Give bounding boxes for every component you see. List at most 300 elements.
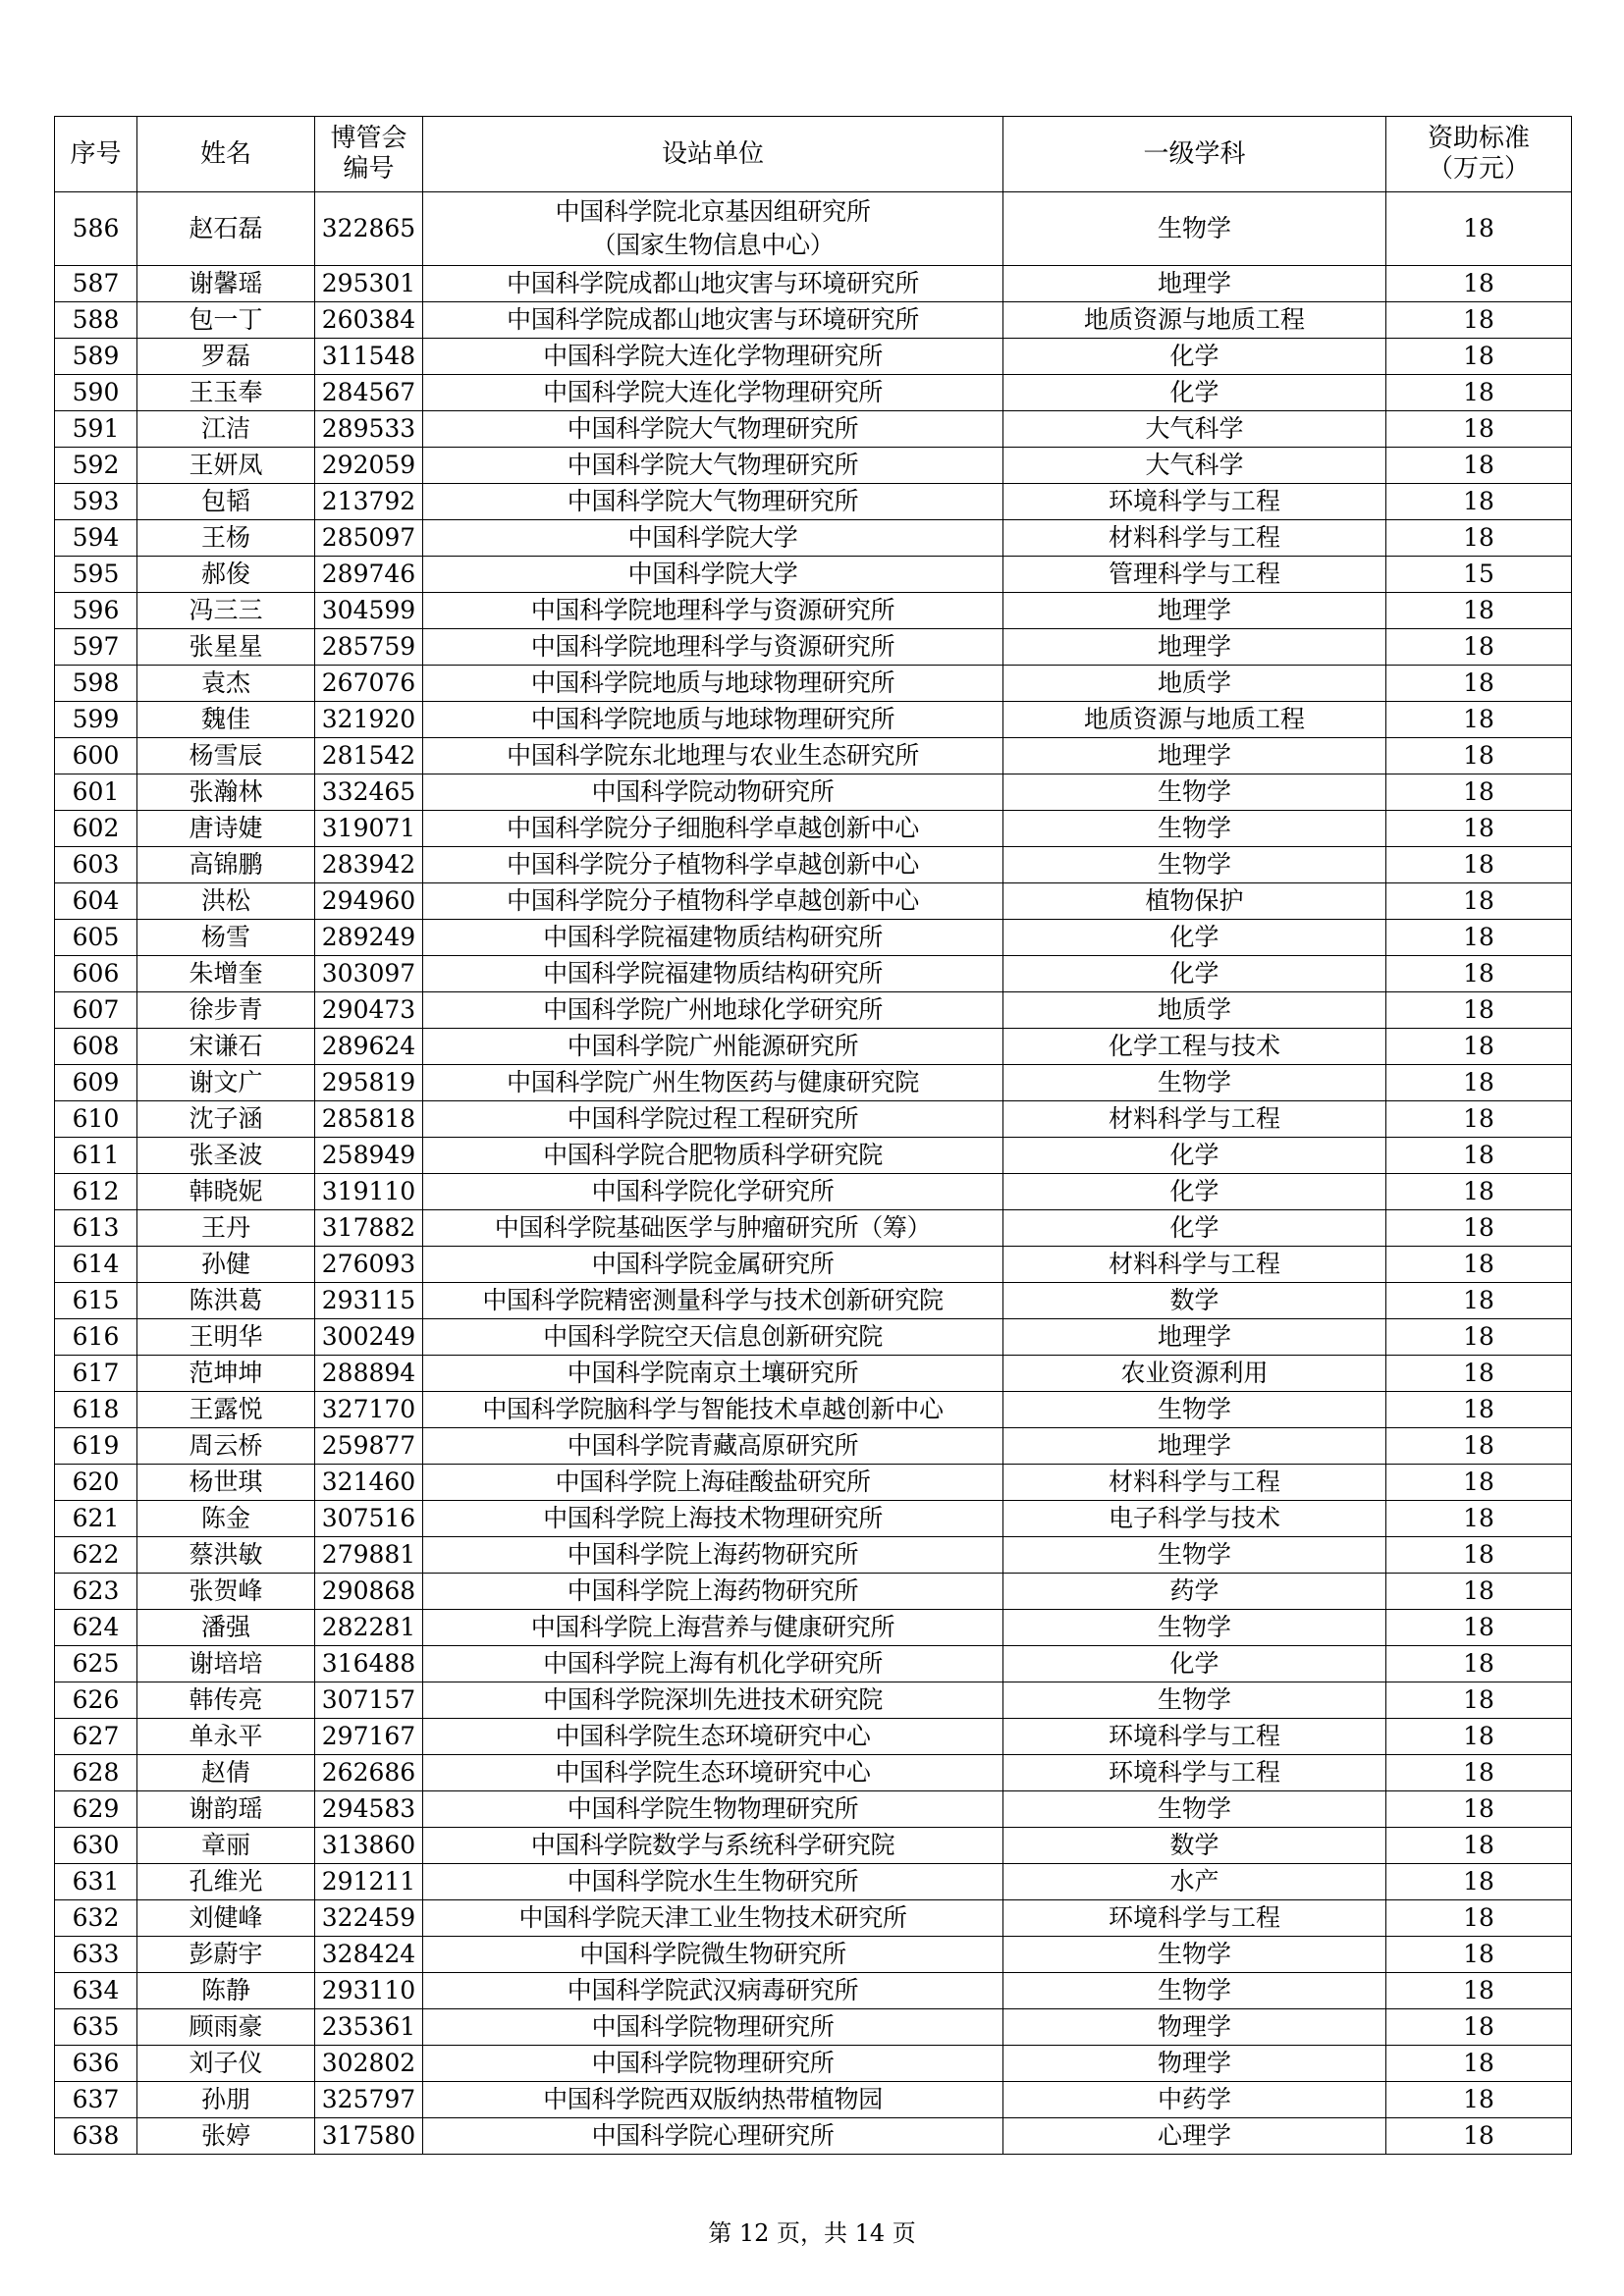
- header-name: [137, 117, 315, 192]
- cell-name: 洪松: [137, 883, 315, 920]
- cell-unit: [423, 375, 1003, 411]
- cell-unit: [423, 1682, 1003, 1719]
- cell-amount: 18: [1386, 1138, 1572, 1174]
- cell-id: 285818: [315, 1101, 423, 1138]
- unit-line: 中国科学院金属研究所: [591, 1250, 835, 1278]
- cell-name: 刘健峰: [137, 1900, 315, 1937]
- cell-amount: 18: [1386, 520, 1572, 557]
- cell-subject: 物理学: [1003, 2046, 1386, 2082]
- cell-amount: 18: [1386, 484, 1572, 520]
- cell-unit: [423, 1065, 1003, 1101]
- header-label: 博管会: [330, 124, 407, 153]
- cell-subject: 地理学: [1003, 629, 1386, 666]
- table-row: [55, 1719, 1572, 1755]
- cell-amount: 18: [1386, 448, 1572, 484]
- cell-id: 291211: [315, 1864, 423, 1900]
- cell-unit: [423, 192, 1003, 266]
- cell-id: 322865: [315, 192, 423, 266]
- table-row: [55, 1101, 1572, 1138]
- table-row: [55, 1174, 1572, 1210]
- cell-amount: 18: [1386, 1610, 1572, 1646]
- cell-id: 294583: [315, 1791, 423, 1828]
- cell-no: 628: [55, 1755, 137, 1791]
- table-row: [55, 1501, 1572, 1537]
- cell-name: 罗磊: [137, 339, 315, 375]
- cell-unit: [423, 302, 1003, 339]
- cell-unit: [423, 883, 1003, 920]
- unit-line: 中国科学院地理科学与资源研究所: [530, 596, 895, 624]
- cell-no: 635: [55, 2009, 137, 2046]
- cell-unit: [423, 411, 1003, 448]
- cell-name: 周云桥: [137, 1428, 315, 1465]
- header-label: （万元）: [1427, 154, 1530, 184]
- cell-unit: [423, 2009, 1003, 2046]
- cell-no: 591: [55, 411, 137, 448]
- cell-id: 302802: [315, 2046, 423, 2082]
- cell-amount: 18: [1386, 2046, 1572, 2082]
- cell-no: 632: [55, 1900, 137, 1937]
- cell-no: 589: [55, 339, 137, 375]
- cell-id: 295301: [315, 266, 423, 302]
- table-row: [55, 339, 1572, 375]
- cell-unit: [423, 1210, 1003, 1247]
- header-label: 编号: [343, 154, 395, 184]
- cell-name: 张星星: [137, 629, 315, 666]
- cell-amount: 18: [1386, 1937, 1572, 1973]
- cell-no: 630: [55, 1828, 137, 1864]
- cell-no: 612: [55, 1174, 137, 1210]
- cell-id: 260384: [315, 302, 423, 339]
- cell-name: 孙健: [137, 1247, 315, 1283]
- cell-id: 293110: [315, 1973, 423, 2009]
- header-amount: [1386, 117, 1572, 192]
- cell-amount: 18: [1386, 883, 1572, 920]
- cell-unit: [423, 339, 1003, 375]
- cell-no: 599: [55, 702, 137, 738]
- cell-unit: [423, 2118, 1003, 2155]
- cell-no: 597: [55, 629, 137, 666]
- table-row: [55, 266, 1572, 302]
- cell-no: 601: [55, 774, 137, 811]
- cell-id: 321920: [315, 702, 423, 738]
- cell-subject: 生物学: [1003, 1682, 1386, 1719]
- cell-unit: [423, 1900, 1003, 1937]
- cell-id: 321460: [315, 1465, 423, 1501]
- cell-subject: 化学: [1003, 1174, 1386, 1210]
- cell-unit: [423, 593, 1003, 629]
- cell-name: 郝俊: [137, 557, 315, 593]
- unit-line: 中国科学院成都山地灾害与环境研究所: [507, 305, 919, 334]
- header-subject: [1003, 117, 1386, 192]
- cell-unit: [423, 1501, 1003, 1537]
- cell-name: 赵倩: [137, 1755, 315, 1791]
- cell-unit: [423, 811, 1003, 847]
- cell-no: 626: [55, 1682, 137, 1719]
- table-row: [55, 1319, 1572, 1356]
- cell-id: 319071: [315, 811, 423, 847]
- cell-name: 韩传亮: [137, 1682, 315, 1719]
- cell-unit: [423, 1319, 1003, 1356]
- cell-amount: 18: [1386, 1973, 1572, 2009]
- unit-line: 中国科学院脑科学与智能技术卓越创新中心: [482, 1395, 944, 1423]
- cell-amount: 18: [1386, 1574, 1572, 1610]
- unit-line: 中国科学院天津工业生物技术研究所: [518, 1903, 907, 1932]
- unit-line: 中国科学院微生物研究所: [579, 1940, 846, 1968]
- cell-unit: [423, 1101, 1003, 1138]
- header-label: 姓名: [199, 138, 251, 169]
- cell-amount: 18: [1386, 1247, 1572, 1283]
- unit-line: 中国科学院地质与地球物理研究所: [530, 668, 895, 697]
- cell-unit: [423, 666, 1003, 702]
- cell-name: 张婷: [137, 2118, 315, 2155]
- cell-amount: 18: [1386, 1465, 1572, 1501]
- cell-unit: [423, 702, 1003, 738]
- cell-unit: [423, 992, 1003, 1029]
- cell-subject: 水产: [1003, 1864, 1386, 1900]
- cell-unit: [423, 1465, 1003, 1501]
- cell-id: 311548: [315, 339, 423, 375]
- cell-subject: 环境科学与工程: [1003, 484, 1386, 520]
- cell-subject: 物理学: [1003, 2009, 1386, 2046]
- cell-unit: [423, 1138, 1003, 1174]
- cell-name: 赵石磊: [137, 192, 315, 266]
- unit-line: 中国科学院分子细胞科学卓越创新中心: [507, 814, 919, 842]
- cell-amount: 18: [1386, 2009, 1572, 2046]
- cell-subject: 环境科学与工程: [1003, 1755, 1386, 1791]
- unit-line: 中国科学院北京基因组研究所: [555, 197, 871, 226]
- cell-name: 章丽: [137, 1828, 315, 1864]
- cell-id: 328424: [315, 1937, 423, 1973]
- unit-line: 中国科学院空天信息创新研究院: [543, 1322, 883, 1351]
- unit-line: 中国科学院水生生物研究所: [567, 1867, 859, 1896]
- cell-name: 谢韵瑶: [137, 1791, 315, 1828]
- cell-subject: 生物学: [1003, 774, 1386, 811]
- cell-amount: 18: [1386, 2118, 1572, 2155]
- cell-amount: 18: [1386, 2082, 1572, 2118]
- cell-subject: 心理学: [1003, 2118, 1386, 2155]
- header-label: 序号: [70, 138, 122, 169]
- cell-amount: 18: [1386, 339, 1572, 375]
- cell-id: 319110: [315, 1174, 423, 1210]
- table-row: [55, 811, 1572, 847]
- table-row: [55, 992, 1572, 1029]
- cell-unit: [423, 920, 1003, 956]
- unit-line: 中国科学院上海硅酸盐研究所: [555, 1468, 871, 1496]
- cell-name: 杨雪辰: [137, 738, 315, 774]
- cell-amount: 18: [1386, 1864, 1572, 1900]
- cell-unit: [423, 484, 1003, 520]
- cell-subject: 化学: [1003, 375, 1386, 411]
- cell-subject: 化学: [1003, 1210, 1386, 1247]
- cell-name: 杨雪: [137, 920, 315, 956]
- table-row: [55, 956, 1572, 992]
- header-no: [55, 117, 137, 192]
- cell-id: 289249: [315, 920, 423, 956]
- table-row: [55, 2082, 1572, 2118]
- unit-line: 中国科学院西双版纳热带植物园: [543, 2085, 883, 2113]
- cell-no: 621: [55, 1501, 137, 1537]
- unit-line: 中国科学院上海药物研究所: [567, 1576, 859, 1605]
- cell-subject: 生物学: [1003, 1610, 1386, 1646]
- cell-unit: [423, 1646, 1003, 1682]
- unit-line: 中国科学院生物物理研究所: [567, 1794, 859, 1823]
- cell-id: 313860: [315, 1828, 423, 1864]
- cell-subject: 材料科学与工程: [1003, 1465, 1386, 1501]
- cell-no: 611: [55, 1138, 137, 1174]
- cell-amount: 18: [1386, 629, 1572, 666]
- cell-unit: [423, 1537, 1003, 1574]
- unit-line: 中国科学院福建物质结构研究所: [543, 923, 883, 951]
- table-row: [55, 2009, 1572, 2046]
- unit-line: 中国科学院青藏高原研究所: [567, 1431, 859, 1460]
- header-label: 资助标准: [1427, 124, 1530, 153]
- cell-id: 294960: [315, 883, 423, 920]
- table-row: [55, 1610, 1572, 1646]
- cell-no: 634: [55, 1973, 137, 2009]
- cell-amount: 18: [1386, 192, 1572, 266]
- cell-id: 327170: [315, 1392, 423, 1428]
- cell-no: 592: [55, 448, 137, 484]
- cell-unit: [423, 1791, 1003, 1828]
- cell-name: 杨世琪: [137, 1465, 315, 1501]
- cell-id: 307516: [315, 1501, 423, 1537]
- cell-subject: 环境科学与工程: [1003, 1900, 1386, 1937]
- cell-id: 282281: [315, 1610, 423, 1646]
- unit-line: （国家生物信息中心）: [591, 231, 835, 259]
- unit-line: 中国科学院物理研究所: [591, 2012, 835, 2041]
- cell-subject: 生物学: [1003, 1937, 1386, 1973]
- unit-line: 中国科学院分子植物科学卓越创新中心: [507, 886, 919, 915]
- table-row: [55, 1864, 1572, 1900]
- cell-no: 596: [55, 593, 137, 629]
- cell-name: 王妍凤: [137, 448, 315, 484]
- cell-unit: [423, 774, 1003, 811]
- cell-unit: [423, 1828, 1003, 1864]
- table-row: [55, 448, 1572, 484]
- header-label: 设站单位: [661, 138, 764, 169]
- cell-no: 631: [55, 1864, 137, 1900]
- cell-id: 292059: [315, 448, 423, 484]
- cell-amount: 18: [1386, 1719, 1572, 1755]
- cell-unit: [423, 520, 1003, 557]
- cell-no: 623: [55, 1574, 137, 1610]
- cell-unit: [423, 629, 1003, 666]
- cell-name: 王丹: [137, 1210, 315, 1247]
- cell-subject: 化学: [1003, 339, 1386, 375]
- unit-line: 中国科学院大学: [627, 560, 798, 588]
- table-row: [55, 1356, 1572, 1392]
- cell-unit: [423, 557, 1003, 593]
- cell-subject: 地质学: [1003, 666, 1386, 702]
- cell-no: 624: [55, 1610, 137, 1646]
- cell-name: 宋谦石: [137, 1029, 315, 1065]
- cell-id: 289746: [315, 557, 423, 593]
- cell-subject: 药学: [1003, 1574, 1386, 1610]
- cell-amount: 18: [1386, 1029, 1572, 1065]
- cell-id: 288894: [315, 1356, 423, 1392]
- cell-amount: 15: [1386, 557, 1572, 593]
- cell-subject: 地理学: [1003, 738, 1386, 774]
- cell-no: 588: [55, 302, 137, 339]
- cell-no: 594: [55, 520, 137, 557]
- cell-amount: 18: [1386, 811, 1572, 847]
- cell-name: 沈子涵: [137, 1101, 315, 1138]
- cell-name: 谢馨瑶: [137, 266, 315, 302]
- cell-unit: [423, 847, 1003, 883]
- table-row: [55, 2118, 1572, 2155]
- table-row: [55, 1937, 1572, 1973]
- cell-subject: 生物学: [1003, 1537, 1386, 1574]
- cell-subject: 农业资源利用: [1003, 1356, 1386, 1392]
- table-row: [55, 774, 1572, 811]
- unit-line: 中国科学院上海营养与健康研究所: [530, 1613, 895, 1641]
- unit-line: 中国科学院化学研究所: [591, 1177, 835, 1205]
- cell-id: 279881: [315, 1537, 423, 1574]
- unit-line: 中国科学院广州能源研究所: [567, 1032, 859, 1060]
- cell-unit: [423, 956, 1003, 992]
- unit-line: 中国科学院大连化学物理研究所: [543, 342, 883, 370]
- unit-line: 中国科学院地质与地球物理研究所: [530, 705, 895, 733]
- cell-name: 单永平: [137, 1719, 315, 1755]
- cell-name: 韩晓妮: [137, 1174, 315, 1210]
- cell-name: 顾雨豪: [137, 2009, 315, 2046]
- cell-subject: 化学: [1003, 1646, 1386, 1682]
- cell-no: 586: [55, 192, 137, 266]
- cell-subject: 中药学: [1003, 2082, 1386, 2118]
- cell-subject: 数学: [1003, 1283, 1386, 1319]
- cell-id: 316488: [315, 1646, 423, 1682]
- unit-line: 中国科学院大学: [627, 523, 798, 552]
- unit-line: 中国科学院物理研究所: [591, 2049, 835, 2077]
- cell-unit: [423, 1029, 1003, 1065]
- unit-line: 中国科学院武汉病毒研究所: [567, 1976, 859, 2004]
- table-row: [55, 1283, 1572, 1319]
- cell-id: 290868: [315, 1574, 423, 1610]
- cell-amount: 18: [1386, 702, 1572, 738]
- cell-unit: [423, 738, 1003, 774]
- unit-line: 中国科学院大气物理研究所: [567, 451, 859, 479]
- cell-subject: 电子科学与技术: [1003, 1501, 1386, 1537]
- cell-subject: 生物学: [1003, 1065, 1386, 1101]
- cell-unit: [423, 1937, 1003, 1973]
- cell-name: 包韬: [137, 484, 315, 520]
- table-row: [55, 1210, 1572, 1247]
- cell-subject: 环境科学与工程: [1003, 1719, 1386, 1755]
- cell-subject: 化学工程与技术: [1003, 1029, 1386, 1065]
- cell-amount: 18: [1386, 1210, 1572, 1247]
- cell-name: 王杨: [137, 520, 315, 557]
- unit-line: 中国科学院基础医学与肿瘤研究所（筹）: [494, 1213, 932, 1242]
- unit-line: 中国科学院广州地球化学研究所: [543, 995, 883, 1024]
- table-row: [55, 2046, 1572, 2082]
- cell-name: 袁杰: [137, 666, 315, 702]
- table-header-row: [55, 117, 1572, 192]
- table-row: [55, 883, 1572, 920]
- table-row: [55, 1828, 1572, 1864]
- cell-subject: 生物学: [1003, 1392, 1386, 1428]
- cell-subject: 生物学: [1003, 1791, 1386, 1828]
- cell-subject: 材料科学与工程: [1003, 1247, 1386, 1283]
- cell-id: 213792: [315, 484, 423, 520]
- cell-subject: 生物学: [1003, 811, 1386, 847]
- cell-unit: [423, 1428, 1003, 1465]
- cell-subject: 化学: [1003, 920, 1386, 956]
- unit-line: 中国科学院地理科学与资源研究所: [530, 632, 895, 661]
- cell-id: 322459: [315, 1900, 423, 1937]
- unit-line: 中国科学院合肥物质科学研究院: [543, 1141, 883, 1169]
- cell-unit: [423, 2046, 1003, 2082]
- cell-amount: 18: [1386, 1065, 1572, 1101]
- cell-name: 朱增奎: [137, 956, 315, 992]
- cell-unit: [423, 1574, 1003, 1610]
- table-row: [55, 1428, 1572, 1465]
- cell-no: 627: [55, 1719, 137, 1755]
- cell-amount: 18: [1386, 774, 1572, 811]
- cell-no: 602: [55, 811, 137, 847]
- cell-amount: 18: [1386, 1283, 1572, 1319]
- cell-id: 303097: [315, 956, 423, 992]
- table-row: [55, 1392, 1572, 1428]
- cell-amount: 18: [1386, 920, 1572, 956]
- cell-no: 633: [55, 1937, 137, 1973]
- cell-amount: 18: [1386, 956, 1572, 992]
- table-row: [55, 1247, 1572, 1283]
- cell-id: 283942: [315, 847, 423, 883]
- table-row: [55, 1682, 1572, 1719]
- table-row: [55, 1537, 1572, 1574]
- cell-name: 唐诗婕: [137, 811, 315, 847]
- table-row: [55, 1065, 1572, 1101]
- cell-amount: 18: [1386, 411, 1572, 448]
- cell-no: 617: [55, 1356, 137, 1392]
- cell-name: 孔维光: [137, 1864, 315, 1900]
- cell-unit: [423, 1356, 1003, 1392]
- cell-id: 267076: [315, 666, 423, 702]
- cell-subject: 地理学: [1003, 1428, 1386, 1465]
- cell-amount: 18: [1386, 992, 1572, 1029]
- cell-id: 289533: [315, 411, 423, 448]
- table-row: [55, 593, 1572, 629]
- unit-line: 中国科学院上海药物研究所: [567, 1540, 859, 1569]
- cell-name: 陈静: [137, 1973, 315, 2009]
- table-row: [55, 1973, 1572, 2009]
- unit-line: 中国科学院生态环境研究中心: [555, 1758, 871, 1787]
- cell-subject: 地质学: [1003, 992, 1386, 1029]
- cell-name: 包一丁: [137, 302, 315, 339]
- cell-subject: 生物学: [1003, 192, 1386, 266]
- table-row: [55, 1138, 1572, 1174]
- cell-unit: [423, 1973, 1003, 2009]
- cell-id: 285759: [315, 629, 423, 666]
- cell-amount: 18: [1386, 375, 1572, 411]
- cell-id: 307157: [315, 1682, 423, 1719]
- unit-line: 中国科学院东北地理与农业生态研究所: [507, 741, 919, 770]
- unit-line: 中国科学院上海有机化学研究所: [543, 1649, 883, 1678]
- cell-id: 259877: [315, 1428, 423, 1465]
- cell-amount: 18: [1386, 1101, 1572, 1138]
- table-row: [55, 920, 1572, 956]
- cell-subject: 数学: [1003, 1828, 1386, 1864]
- cell-name: 陈金: [137, 1501, 315, 1537]
- cell-id: 295819: [315, 1065, 423, 1101]
- cell-id: 293115: [315, 1283, 423, 1319]
- table-row: [55, 411, 1572, 448]
- cell-name: 王明华: [137, 1319, 315, 1356]
- cell-id: 317882: [315, 1210, 423, 1247]
- cell-amount: 18: [1386, 1791, 1572, 1828]
- cell-amount: 18: [1386, 1537, 1572, 1574]
- cell-subject: 地理学: [1003, 266, 1386, 302]
